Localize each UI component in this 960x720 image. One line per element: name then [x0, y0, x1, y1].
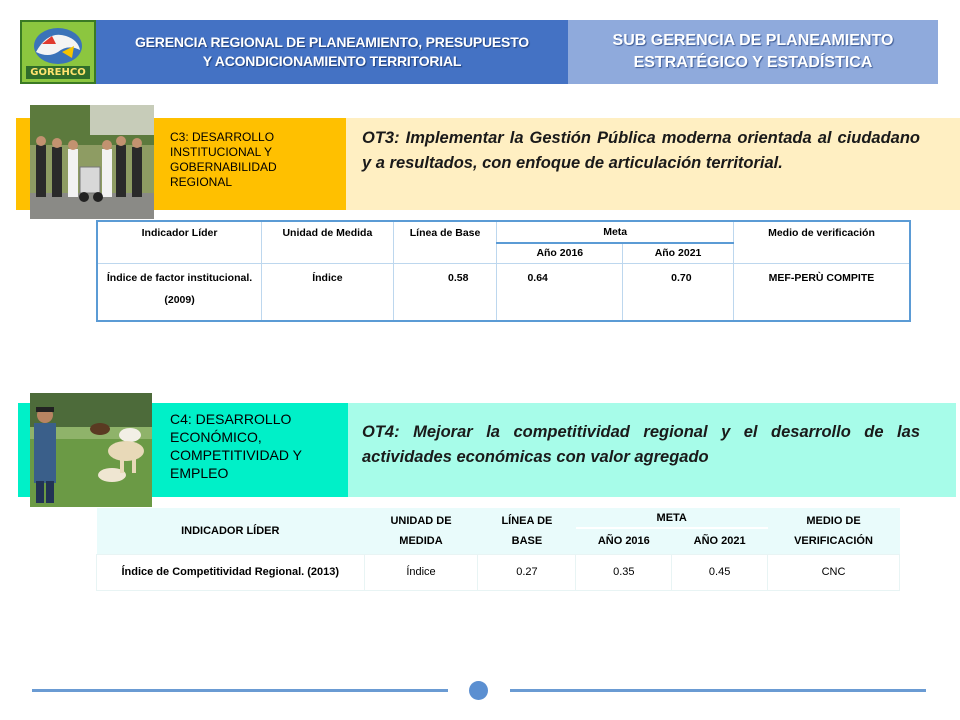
- t1-cell-unidad: Índice: [262, 263, 394, 321]
- t1-cell-indicador: Índice de factor institucional. (2009): [97, 263, 262, 321]
- logo-text: GOREHCO: [30, 67, 86, 78]
- section2-objective: OT4: Mejorar la competitividad regional y el desarrollo de las actividades económicas con valor agregado: [362, 423, 920, 466]
- t2-header-unidad: UNIDAD DE MEDIDA: [364, 508, 478, 554]
- t2-cell-meta-2016: 0.35: [576, 554, 672, 590]
- table-row: [97, 263, 910, 321]
- footer-dot: [469, 681, 488, 700]
- section2-livestock-photo: [30, 393, 152, 507]
- t2-header-medio: MEDIO DE VERIFICACIÓN: [768, 508, 900, 554]
- t2-header-indicador: INDICADOR LÍDER: [97, 508, 365, 554]
- t2-cell-unidad: Índice: [364, 554, 478, 590]
- t1-header-medio: Medio de verificación: [733, 221, 910, 263]
- footer-line-left: [32, 689, 448, 692]
- t2-cell-medio: CNC: [768, 554, 900, 590]
- section1-objective: OT3: Implementar la Gestión Pública moderna orientada al ciudadano y a resultados, con enfoque de articulación territorial.: [362, 129, 920, 172]
- t1-cell-meta-2021: 0.70: [623, 263, 734, 321]
- t2-header-meta: META: [576, 508, 768, 528]
- section2-component-label: C4: DESARROLLO ECONÓMICO, COMPETITIVIDAD Y EMPLEO: [170, 411, 302, 481]
- t1-cell-linea: 0.58: [393, 263, 497, 321]
- t1-cell-medio: MEF-PERÙ COMPITE: [733, 263, 910, 321]
- section1-component-label: C3: DESARROLLO INSTITUCIONAL Y GOBERNABILIDAD REGIONAL: [170, 130, 277, 189]
- t2-header-meta-2016: AÑO 2016: [576, 528, 672, 554]
- t1-header-meta: Meta: [497, 221, 734, 243]
- section2-indicator-table: [96, 508, 900, 591]
- header-subgerencia-title: [568, 20, 938, 84]
- header-left-line1: GERENCIA REGIONAL DE PLANEAMIENTO, PRESUPUESTO: [134, 34, 529, 50]
- section1-group-photo: [30, 105, 154, 219]
- t1-header-meta-2016: Año 2016: [497, 243, 623, 263]
- t2-header-linea: LÍNEA DE BASE: [478, 508, 576, 554]
- header-gerencia-title: [96, 20, 568, 84]
- t1-header-indicador: Indicador Líder: [97, 221, 262, 263]
- section1-indicator-table: [96, 220, 911, 322]
- header-right-line2: ESTRATÉGICO Y ESTADÍSTICA: [633, 54, 873, 71]
- header-right-line1: SUB GERENCIA DE PLANEAMIENTO: [612, 32, 894, 49]
- t2-cell-linea: 0.27: [478, 554, 576, 590]
- t1-header-meta-2021: Año 2021: [623, 243, 734, 263]
- header-left-line2: Y ACONDICIONAMIENTO TERRITORIAL: [202, 53, 462, 69]
- t2-cell-meta-2021: 0.45: [672, 554, 768, 590]
- t1-header-unidad: Unidad de Medida: [262, 221, 394, 263]
- table-row: [97, 554, 900, 590]
- gorehco-logo: [20, 20, 96, 84]
- t1-cell-meta-2016: 0.64: [497, 263, 623, 321]
- t1-header-linea: Línea de Base: [393, 221, 497, 263]
- footer-line-right: [510, 689, 926, 692]
- t2-header-meta-2021: AÑO 2021: [672, 528, 768, 554]
- t2-cell-indicador: Índice de Competitividad Regional. (2013): [97, 554, 365, 590]
